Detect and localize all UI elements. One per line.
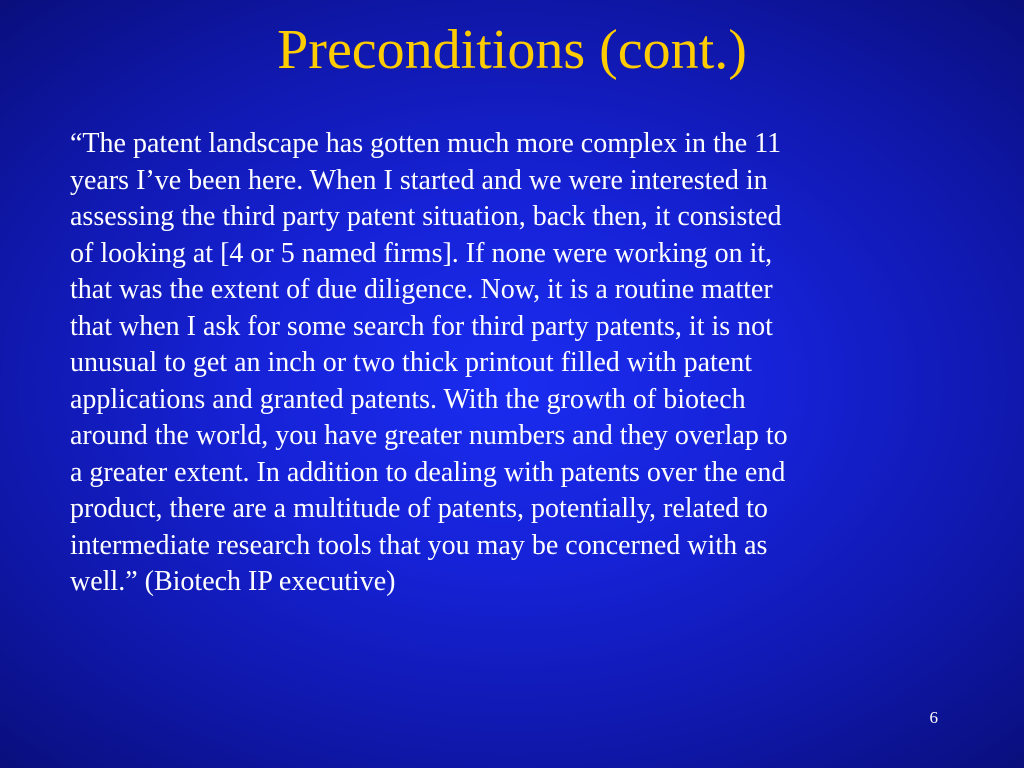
quote-line: applications and granted patents. With the growth of biotech xyxy=(70,383,746,415)
quote-paragraph xyxy=(70,126,960,601)
quote-line: that when I ask for some search for third party patents, it is not xyxy=(70,310,773,342)
quote-line: assessing the third party patent situation, back then, it consisted xyxy=(70,201,782,232)
slide-title: Preconditions (cont.) xyxy=(277,19,747,81)
quote-line: a greater extent. In addition to dealing with patents over the end xyxy=(70,456,786,488)
quote-line: product, there are a multitude of patents, potentially, related to xyxy=(70,493,768,524)
quote-line: that was the extent of due diligence. Now, it is a routine matter xyxy=(70,274,773,305)
quote-line: years I’ve been here. When I started and we were interested in xyxy=(70,164,768,196)
quote-line: of looking at [4 or 5 named firms]. If none were working on it, xyxy=(70,237,773,269)
page-number: 6 xyxy=(929,708,938,727)
quote-line: around the world, you have greater numbers and they overlap to xyxy=(70,420,788,451)
quote-line: “The patent landscape has gotten much more complex in the 11 xyxy=(70,128,782,159)
quote-line: intermediate research tools that you may be concerned with as xyxy=(70,529,768,561)
quote-line: unusual to get an inch or two thick printout filled with patent xyxy=(70,347,752,378)
quote-line: well.” (Biotech IP executive) xyxy=(70,566,396,597)
